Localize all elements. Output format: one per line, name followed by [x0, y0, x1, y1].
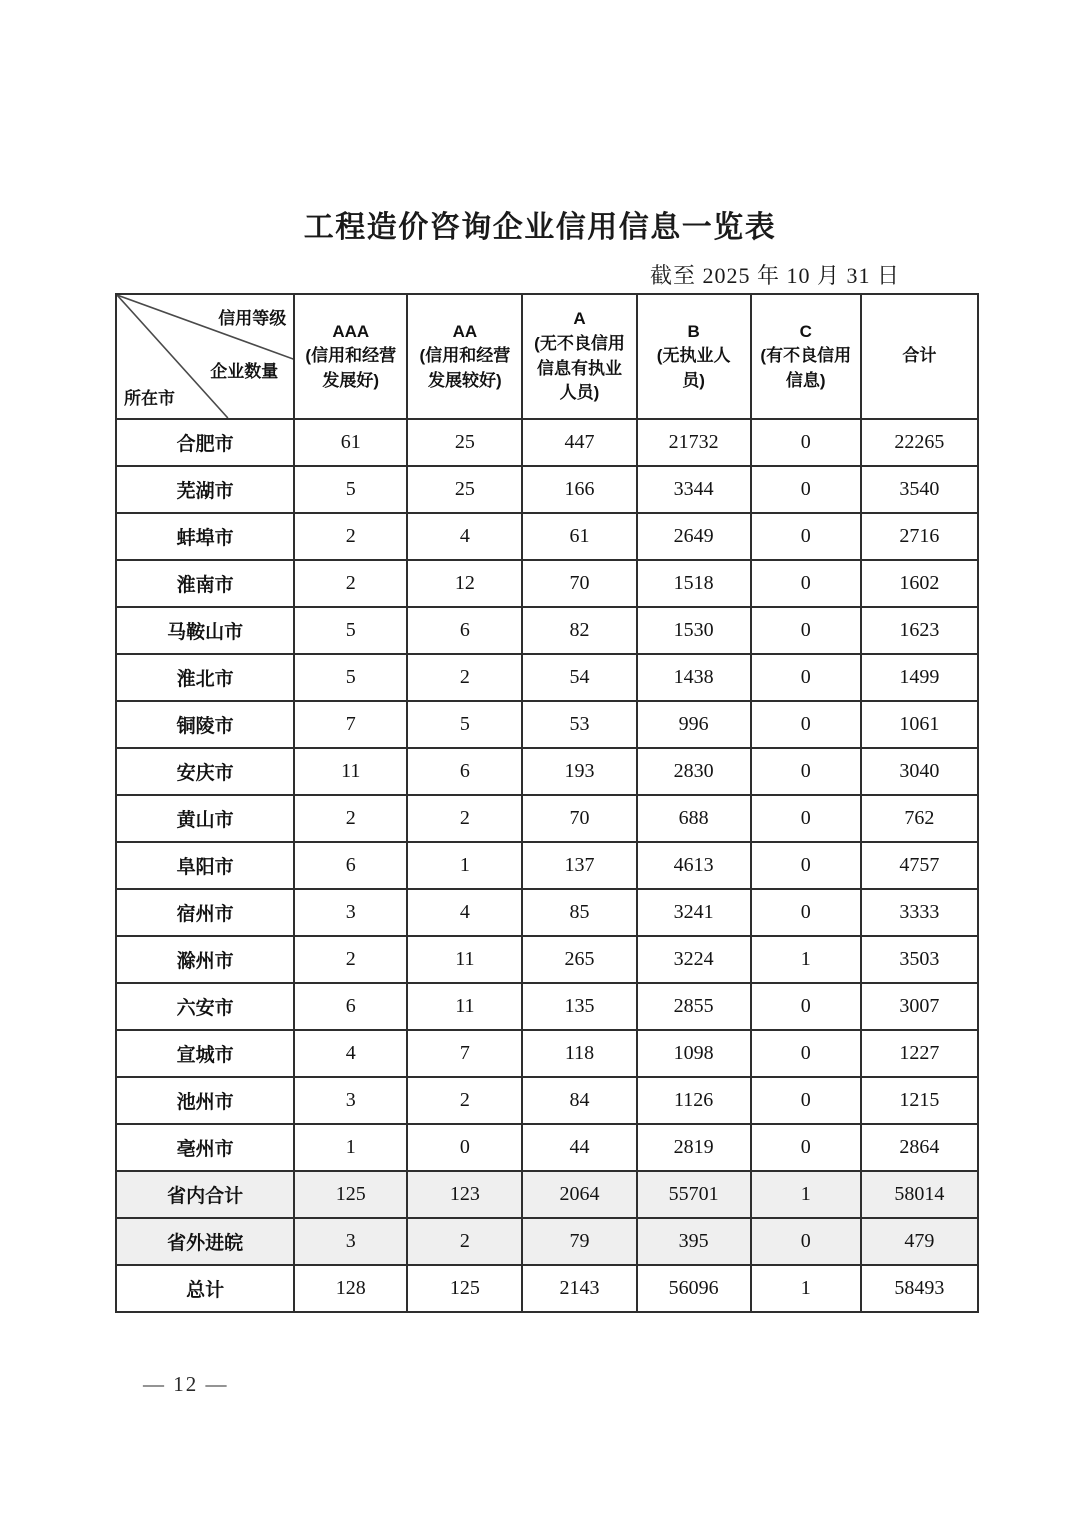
value-cell: 1 [294, 1124, 407, 1171]
value-cell: 265 [522, 936, 636, 983]
column-header-c [751, 294, 861, 419]
table-row [116, 701, 978, 748]
value-cell: 5 [294, 654, 407, 701]
value-cell: 1438 [637, 654, 751, 701]
value-cell: 135 [522, 983, 636, 1030]
city-label: 宣城市 [116, 1030, 294, 1077]
value-cell: 1602 [861, 560, 978, 607]
header-row [116, 294, 978, 419]
page-title: 工程造价咨询企业信用信息一览表 [303, 211, 777, 244]
value-cell: 55701 [637, 1171, 751, 1218]
value-cell: 0 [751, 983, 861, 1030]
value-cell: 2 [407, 1077, 522, 1124]
city-label: 淮北市 [116, 654, 294, 701]
grade-desc: (无不良信用信息有执业人员) [534, 333, 625, 403]
value-cell: 2716 [861, 513, 978, 560]
value-cell: 56096 [637, 1265, 751, 1312]
value-cell: 1061 [861, 701, 978, 748]
value-cell: 25 [407, 419, 522, 466]
table-row [116, 936, 978, 983]
city-label: 安庆市 [116, 748, 294, 795]
grade-desc: (无执业人员) [656, 346, 731, 390]
value-cell: 118 [522, 1030, 636, 1077]
value-cell: 125 [407, 1265, 522, 1312]
value-cell: 11 [294, 748, 407, 795]
city-label: 阜阳市 [116, 842, 294, 889]
value-cell: 6 [294, 842, 407, 889]
value-cell: 58014 [861, 1171, 978, 1218]
value-cell: 85 [522, 889, 636, 936]
value-cell: 2 [294, 795, 407, 842]
value-cell: 11 [407, 936, 522, 983]
grade-label: AA [452, 321, 478, 341]
value-cell: 137 [522, 842, 636, 889]
value-cell: 12 [407, 560, 522, 607]
city-label: 总计 [116, 1265, 294, 1312]
value-cell: 193 [522, 748, 636, 795]
corner-label-credit-grade: 信用等级 [218, 309, 287, 328]
value-cell: 70 [522, 795, 636, 842]
table-row [116, 1030, 978, 1077]
value-cell: 3224 [637, 936, 751, 983]
value-cell: 1530 [637, 607, 751, 654]
value-cell: 6 [407, 607, 522, 654]
table-row [116, 748, 978, 795]
value-cell: 996 [637, 701, 751, 748]
table-header [116, 294, 978, 419]
value-cell: 5 [407, 701, 522, 748]
city-label: 六安市 [116, 983, 294, 1030]
value-cell: 5 [294, 466, 407, 513]
value-cell: 2830 [637, 748, 751, 795]
city-label: 淮南市 [116, 560, 294, 607]
value-cell: 4757 [861, 842, 978, 889]
city-label: 亳州市 [116, 1124, 294, 1171]
credit-info-table [115, 293, 979, 1313]
value-cell: 7 [407, 1030, 522, 1077]
value-cell: 2 [407, 654, 522, 701]
city-label: 黄山市 [116, 795, 294, 842]
corner-label-city: 所在市 [124, 389, 175, 408]
table-row [116, 419, 978, 466]
value-cell: 1 [751, 1171, 861, 1218]
table-row [116, 560, 978, 607]
value-cell: 0 [751, 1077, 861, 1124]
value-cell: 0 [751, 654, 861, 701]
table-row [116, 466, 978, 513]
value-cell: 0 [751, 748, 861, 795]
table-row [116, 1265, 978, 1312]
value-cell: 6 [294, 983, 407, 1030]
value-cell: 61 [522, 513, 636, 560]
table-body [116, 419, 978, 1312]
value-cell: 166 [522, 466, 636, 513]
city-label: 池州市 [116, 1077, 294, 1124]
table-row [116, 889, 978, 936]
value-cell: 688 [637, 795, 751, 842]
value-cell: 395 [637, 1218, 751, 1265]
table-row [116, 654, 978, 701]
value-cell: 2819 [637, 1124, 751, 1171]
value-cell: 3540 [861, 466, 978, 513]
table-row [116, 607, 978, 654]
city-label: 蚌埠市 [116, 513, 294, 560]
value-cell: 44 [522, 1124, 636, 1171]
value-cell: 0 [751, 607, 861, 654]
grade-label: C [799, 321, 812, 341]
value-cell: 0 [751, 466, 861, 513]
value-cell: 0 [751, 513, 861, 560]
value-cell: 3333 [861, 889, 978, 936]
value-cell: 21732 [637, 419, 751, 466]
value-cell: 11 [407, 983, 522, 1030]
grade-label: B [687, 321, 700, 341]
city-label: 马鞍山市 [116, 607, 294, 654]
city-label: 省外进皖 [116, 1218, 294, 1265]
table-row [116, 1077, 978, 1124]
value-cell: 58493 [861, 1265, 978, 1312]
as-of-date: 截至 2025 年 10 月 31 日 [649, 263, 900, 288]
value-cell: 7 [294, 701, 407, 748]
value-cell: 3 [294, 1077, 407, 1124]
value-cell: 3007 [861, 983, 978, 1030]
value-cell: 2064 [522, 1171, 636, 1218]
value-cell: 2 [407, 795, 522, 842]
value-cell: 0 [751, 889, 861, 936]
value-cell: 1126 [637, 1077, 751, 1124]
grade-desc: (信用和经营发展好) [305, 346, 397, 390]
value-cell: 1 [751, 1265, 861, 1312]
value-cell: 0 [751, 1218, 861, 1265]
value-cell: 128 [294, 1265, 407, 1312]
column-header-a [522, 294, 636, 419]
value-cell: 0 [751, 560, 861, 607]
value-cell: 1098 [637, 1030, 751, 1077]
value-cell: 1499 [861, 654, 978, 701]
value-cell: 3344 [637, 466, 751, 513]
value-cell: 447 [522, 419, 636, 466]
value-cell: 479 [861, 1218, 978, 1265]
column-header-b [637, 294, 751, 419]
value-cell: 0 [751, 795, 861, 842]
page-number: — 12 — [143, 1372, 229, 1396]
value-cell: 22265 [861, 419, 978, 466]
value-cell: 2 [294, 513, 407, 560]
value-cell: 1 [407, 842, 522, 889]
value-cell: 0 [751, 701, 861, 748]
grade-desc: (有不良信用信息) [760, 346, 852, 390]
value-cell: 0 [407, 1124, 522, 1171]
value-cell: 2649 [637, 513, 751, 560]
city-label: 宿州市 [116, 889, 294, 936]
value-cell: 1 [751, 936, 861, 983]
table-row [116, 795, 978, 842]
value-cell: 70 [522, 560, 636, 607]
value-cell: 2855 [637, 983, 751, 1030]
grade-label: AAA [332, 321, 370, 341]
value-cell: 84 [522, 1077, 636, 1124]
value-cell: 2143 [522, 1265, 636, 1312]
grade-label: A [573, 309, 586, 329]
table-row [116, 842, 978, 889]
value-cell: 0 [751, 419, 861, 466]
value-cell: 1623 [861, 607, 978, 654]
value-cell: 61 [294, 419, 407, 466]
value-cell: 6 [407, 748, 522, 795]
table-row [116, 1218, 978, 1265]
value-cell: 2 [407, 1218, 522, 1265]
value-cell: 0 [751, 1124, 861, 1171]
value-cell: 2864 [861, 1124, 978, 1171]
value-cell: 54 [522, 654, 636, 701]
value-cell: 762 [861, 795, 978, 842]
table-row [116, 513, 978, 560]
city-label: 滁州市 [116, 936, 294, 983]
city-label: 合肥市 [116, 419, 294, 466]
table-row [116, 1171, 978, 1218]
value-cell: 3503 [861, 936, 978, 983]
value-cell: 79 [522, 1218, 636, 1265]
diagonal-corner-cell [116, 294, 294, 419]
value-cell: 2 [294, 936, 407, 983]
city-label: 省内合计 [116, 1171, 294, 1218]
value-cell: 1227 [861, 1030, 978, 1077]
value-cell: 82 [522, 607, 636, 654]
value-cell: 4613 [637, 842, 751, 889]
column-header-aa [407, 294, 522, 419]
value-cell: 0 [751, 842, 861, 889]
value-cell: 4 [294, 1030, 407, 1077]
value-cell: 3241 [637, 889, 751, 936]
grade-label: 合计 [902, 346, 937, 366]
grade-desc: (信用和经营发展较好) [419, 346, 511, 390]
city-label: 芜湖市 [116, 466, 294, 513]
value-cell: 125 [294, 1171, 407, 1218]
value-cell: 3 [294, 889, 407, 936]
column-header-aaa [294, 294, 407, 419]
value-cell: 4 [407, 513, 522, 560]
value-cell: 25 [407, 466, 522, 513]
value-cell: 123 [407, 1171, 522, 1218]
table-row [116, 983, 978, 1030]
value-cell: 1215 [861, 1077, 978, 1124]
column-header-total [861, 294, 978, 419]
corner-label-enterprise-count: 企业数量 [210, 362, 279, 381]
value-cell: 5 [294, 607, 407, 654]
value-cell: 3 [294, 1218, 407, 1265]
table-row [116, 1124, 978, 1171]
city-label: 铜陵市 [116, 701, 294, 748]
value-cell: 4 [407, 889, 522, 936]
value-cell: 2 [294, 560, 407, 607]
value-cell: 1518 [637, 560, 751, 607]
value-cell: 0 [751, 1030, 861, 1077]
value-cell: 3040 [861, 748, 978, 795]
value-cell: 53 [522, 701, 636, 748]
